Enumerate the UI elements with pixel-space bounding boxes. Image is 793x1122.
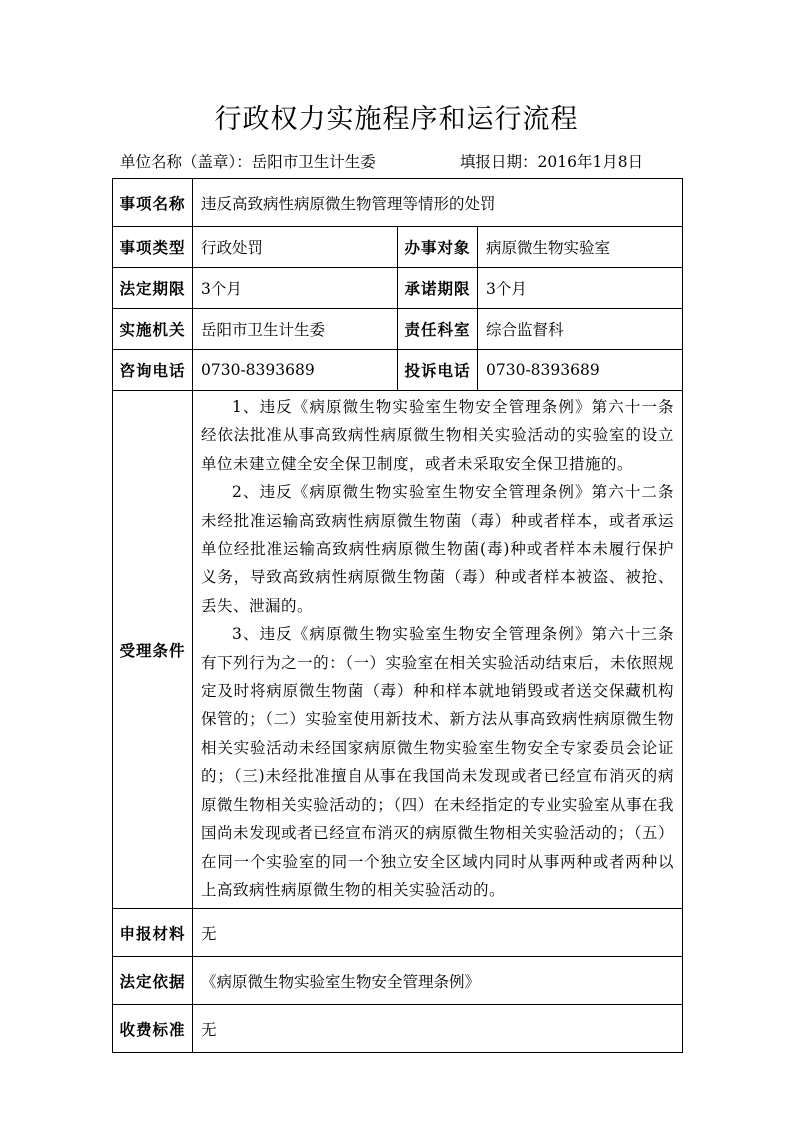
table-row bbox=[113, 268, 683, 309]
target-label: 办事对象 bbox=[398, 227, 478, 268]
materials-label: 申报材料 bbox=[113, 909, 193, 957]
legal-period-label: 法定期限 bbox=[113, 268, 193, 309]
table-row bbox=[113, 957, 683, 1005]
agency-value: 岳阳市卫生计生委 bbox=[193, 309, 398, 350]
table-row bbox=[113, 1005, 683, 1053]
info-table bbox=[112, 178, 691, 1053]
condition-paragraph-3: 3、违反《病原微生物实验室生物安全管理条例》第六十三条 有下列行为之一的：（一）实验室在相关实验活动结束后，未依照规定及时将病原微生物菌（毒）种和样本就地销毁或者送交保藏机构保管的；（二）实验室使用新技术、新方法从事高致病性病原微生物相关实验活动未经国家病原微生物实验室生物安全专家委员会论证的；（三)未经批准擅自从事在我国尚未发现或者已经宣布消灭的病原微生物相关实验活动的；（四）在未经指定的专业实验室从事在我国尚未发现或者已经宣布消灭的病原微生物相关实验活动的；（五）在同一个实验室的同一个独立安全区域内同时从事两种或者两种以上高致病性病原微生物的相关实验活动的。 bbox=[201, 625, 691, 899]
item-type-value: 行政处罚 bbox=[193, 227, 398, 268]
fees-label: 收费标准 bbox=[113, 1005, 193, 1053]
basis-value: 《病原微生物实验室生物安全管理条例》 bbox=[193, 957, 683, 1005]
agency-label: 实施机关 bbox=[113, 309, 193, 350]
condition-paragraph-1: 1、违反《病原微生物实验室生物安全管理条例》第六十一条 经依法批准从事高致病性病原微生物相关实验活动的实验室的设立单位未建立健全安全保卫制度，或者未采取安全保卫措施的。 bbox=[201, 398, 691, 473]
basis-label: 法定依据 bbox=[113, 957, 193, 1005]
table-row bbox=[113, 909, 683, 957]
item-name-value: 违反高致病性病原微生物管理等情形的处罚 bbox=[193, 179, 683, 227]
table-row bbox=[113, 350, 683, 391]
consult-phone-label: 咨询电话 bbox=[113, 350, 193, 391]
condition-paragraph-2: 2、违反《病原微生物实验室生物安全管理条例》第六十二条 未经批准运输高致病性病原微生物菌（毒）种或者样本，或者承运单位经批准运输高致病性病原微生物菌(毒)种或者样本未履行保护义务，导致高致病性病原微生物菌（毒）种或者样本被盗、被抢、丢失、泄漏的。 bbox=[201, 483, 691, 615]
complaint-phone-value: 0730-8393689 bbox=[478, 350, 683, 391]
promise-period-value: 3个月 bbox=[478, 268, 683, 309]
dept-value: 综合监督科 bbox=[478, 309, 683, 350]
document-title: 行政权力实施程序和运行流程 bbox=[214, 104, 579, 135]
fill-date: 填报日期：2016年1月8日 bbox=[460, 153, 644, 171]
table-row bbox=[113, 179, 683, 227]
consult-phone-value: 0730-8393689 bbox=[193, 350, 398, 391]
table-row bbox=[113, 391, 683, 909]
conditions-value bbox=[193, 391, 691, 909]
complaint-phone-label: 投诉电话 bbox=[398, 350, 478, 391]
materials-value: 无 bbox=[193, 909, 683, 957]
promise-period-label: 承诺期限 bbox=[398, 268, 478, 309]
target-value: 病原微生物实验室 bbox=[478, 227, 683, 268]
conditions-label: 受理条件 bbox=[113, 391, 193, 909]
fees-value: 无 bbox=[193, 1005, 683, 1053]
table-row bbox=[113, 227, 683, 268]
table-row bbox=[113, 309, 683, 350]
item-type-label: 事项类型 bbox=[113, 227, 193, 268]
item-name-label: 事项名称 bbox=[113, 179, 193, 227]
dept-label: 责任科室 bbox=[398, 309, 478, 350]
legal-period-value: 3个月 bbox=[193, 268, 398, 309]
unit-name: 单位名称（盖章）：岳阳市卫生计生委 bbox=[120, 153, 376, 171]
